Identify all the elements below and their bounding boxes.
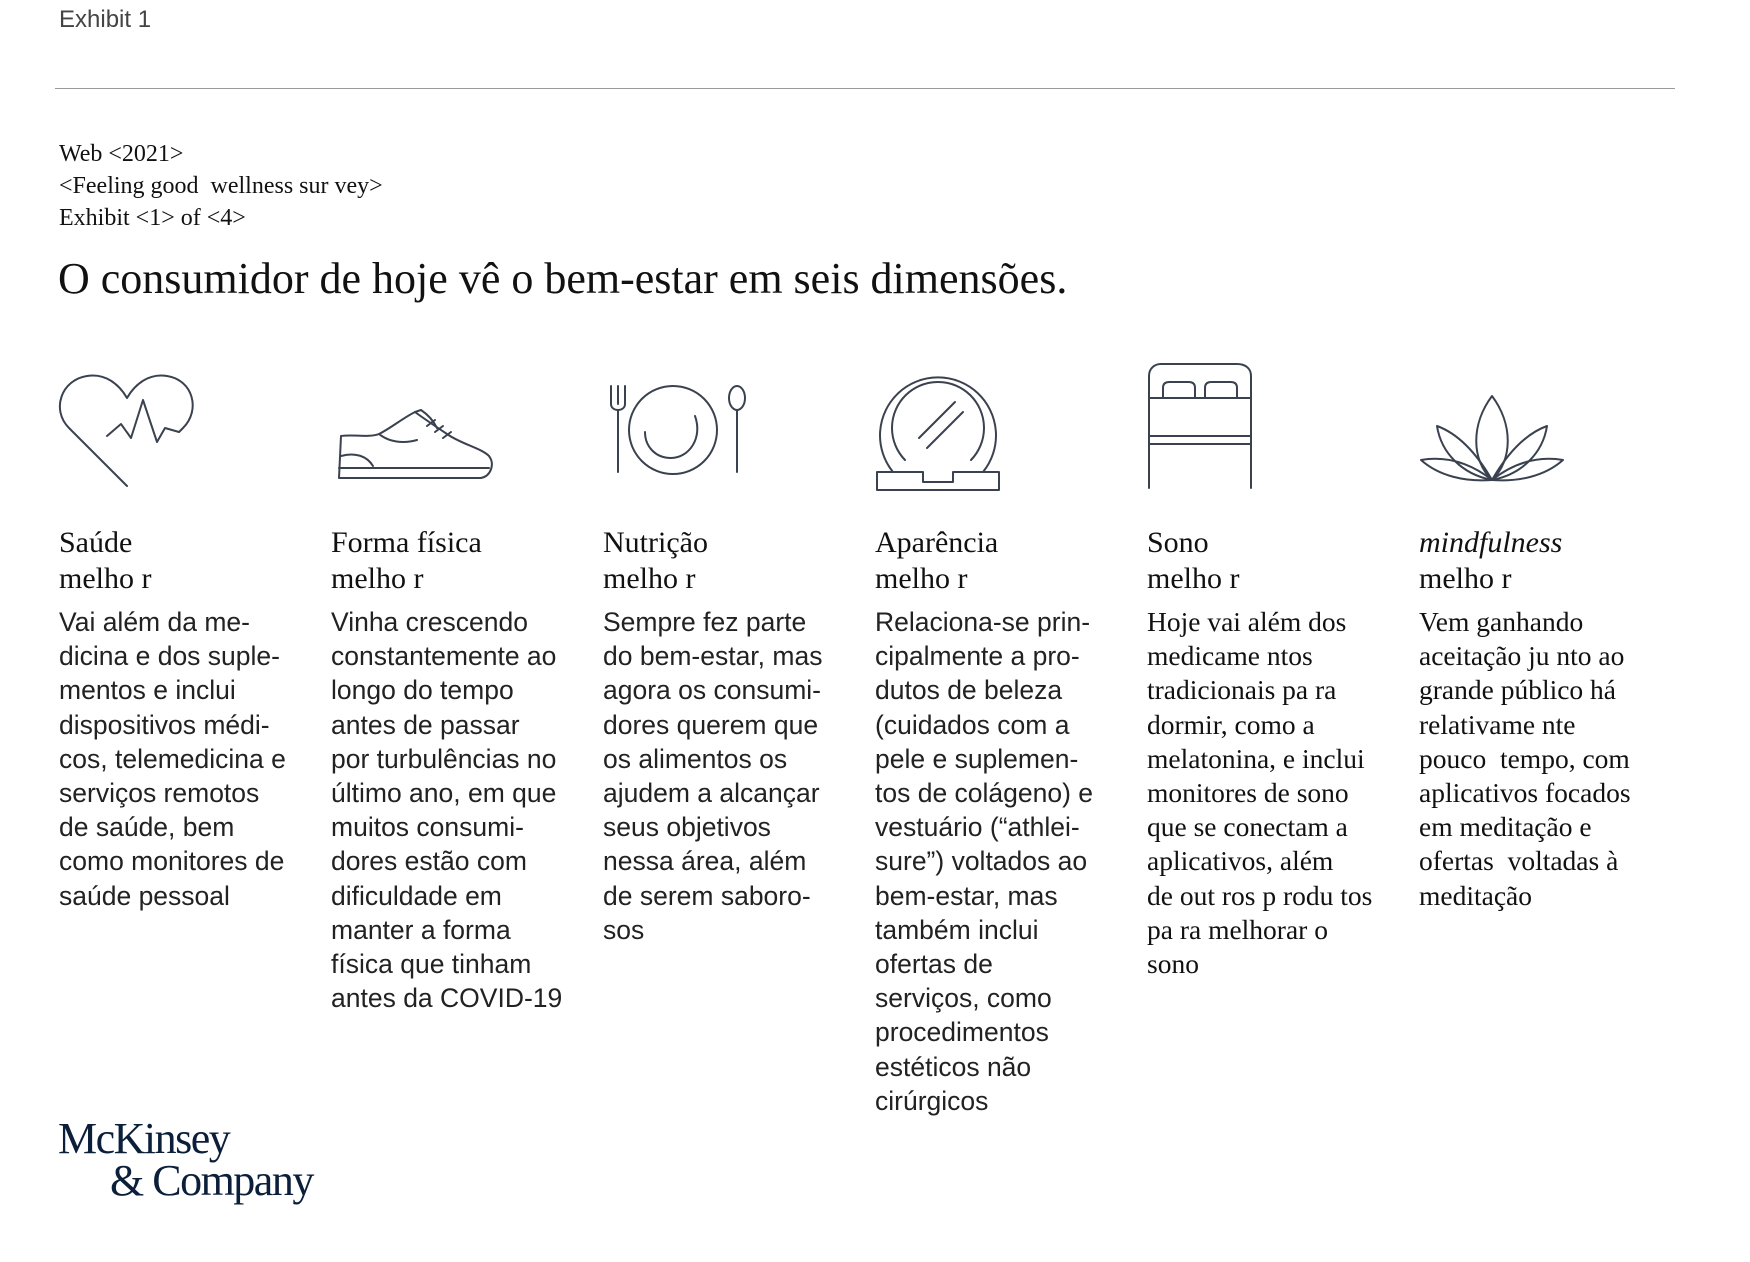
page-title: O consumidor de hoje vê o bem-estar em seis dimensões. [58,254,1068,303]
dimension-mindfulness [1419,360,1684,913]
dimension-title: Nutrição [603,526,708,559]
meta-web-year: Web <2021> [59,141,184,167]
dimension-description: Vinha crescendo constantemente ao longo do tempo antes de passar por turbulências no último ano, em que muitos consumi- dores estão com dificuldade em manter a forma física que tinham antes da COVID-19 [331,607,563,1014]
dimension-description: Vai além da me- dicina e dos suple- mentos e inclui dispositivos médi- cos, telemedicina e serviços remotos de saúde, bem como monitores de saúde pessoal [59,607,286,911]
logo-line-1: McKinsey [58,1114,230,1163]
exhibit-label: Exhibit 1 [59,6,152,33]
top-divider [55,88,1675,89]
dimension-title: Forma física [331,526,482,559]
dimension-subtitle: melho r [1419,562,1512,595]
mirror-icon [875,360,1140,500]
dimension-forma-fisica [331,360,596,1015]
dimension-subtitle: melho r [331,562,424,595]
dimension-subtitle: melho r [59,562,152,595]
heart-pulse-icon [59,360,324,500]
logo-line-2: & Company [110,1156,313,1205]
dimension-title: Sono [1147,526,1209,559]
exhibit-meta [59,138,383,234]
dimension-subtitle: melho r [875,562,968,595]
dimension-subtitle: melho r [603,562,696,595]
meta-exhibit-number: Exhibit <1> of <4> [59,205,246,231]
dimension-description: Hoje vai além dos medicame ntos tradicionais pa ra dormir, como a melatonina, e inclui monitores de sono que se conectam a aplicativos, além de out ros p rodu tos pa ra melhorar o sono [1147,606,1373,980]
meta-survey-name: <Feeling good wellness sur vey> [59,173,383,199]
bed-icon [1147,360,1412,500]
dimension-subtitle: melho r [1147,562,1240,595]
dimension-aparencia [875,360,1140,1118]
dimension-nutricao [603,360,868,947]
mckinsey-logo [58,1114,313,1205]
dimension-sono [1147,360,1412,981]
plate-cutlery-icon [603,360,868,500]
dimension-title: Saúde [59,526,133,559]
dimension-saude [59,360,324,913]
lotus-icon [1419,360,1684,500]
sneaker-icon [331,360,596,500]
dimension-title: Aparência [875,526,999,559]
dimension-description: Vem ganhando aceitação ju nto ao grande público há relativame nte pouco tempo, com aplicativos focados em meditação e ofertas voltadas à meditação [1419,606,1631,911]
dimension-description: Relaciona-se prin- cipalmente a pro- dutos de beleza (cuidados com a pele e suplemen- tos de colágeno) e vestuário (“athlei- sure”) voltados ao bem-estar, mas também inclui ofertas de serviços, como procedimentos estéticos não cirúrgicos [875,607,1094,1116]
dimension-description: Sempre fez parte do bem-estar, mas agora os consumi- dores querem que os alimentos os ajudem a alcançar seus objetivos nessa área, além de serem saboro- sos [603,607,823,945]
dimension-title: mindfulness [1419,526,1563,559]
